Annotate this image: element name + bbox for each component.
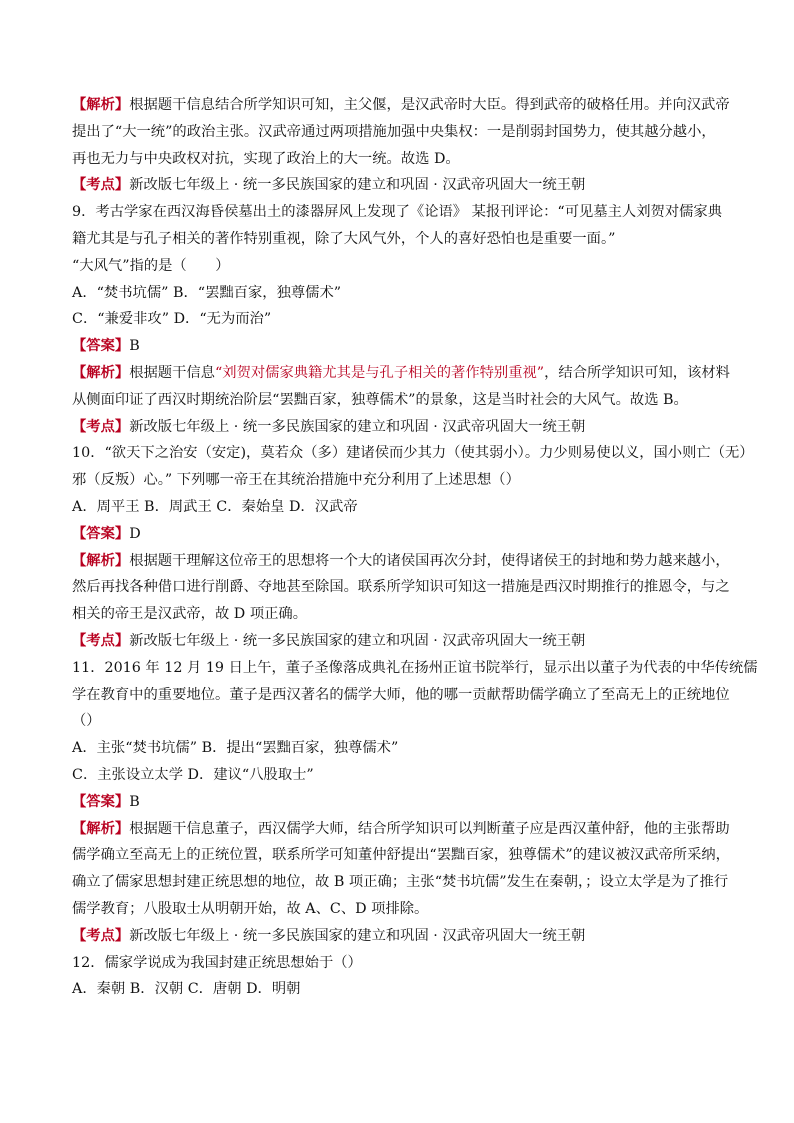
- q9-options-1: A．“焚书坑儒” B．“罢黜百家，独尊儒术”: [72, 284, 342, 301]
- kaodian-tag: 【考点】: [72, 632, 130, 649]
- q11-jiexi-line-1: 【解析】根据题干信息董子，西汉儒学大师，结合所学知识可以判断董子应是西汉董仲舒，他的主张帮助: [72, 820, 730, 837]
- q11-stem-line-3: （）: [72, 713, 101, 730]
- q9-options-2: C．“兼爱非攻” D．“无为而治”: [72, 311, 272, 328]
- q8-jiexi-line-2: 提出了“大一统”的政治主张。汉武帝通过两项措施加强中央集权：一是削弱封国势力，使其越分越小，: [72, 123, 716, 140]
- q11-jiexi-line-4: 儒学教育；八股取士从明朝开始，故 A、C、D 项排除。: [72, 900, 429, 917]
- q9-stem-line-2: 籍尤其是与孔子相关的著作特别重视，除了大风气外，个人的喜好恐怕也是重要一面。”: [72, 230, 616, 247]
- q11-answer: 【答案】B: [72, 793, 140, 810]
- answer-tag: 【答案】: [72, 338, 130, 355]
- q10-jiexi-line-3: 相关的帝王是汉武帝，故 D 项正确。: [72, 606, 308, 623]
- kaodian-tag: 【考点】: [72, 177, 130, 194]
- q8-kaodian: 【考点】新改版七年级上 · 统一多民族国家的建立和巩固 · 汉武帝巩固大一统王朝: [72, 177, 586, 194]
- jiexi-tag: 【解析】: [72, 97, 130, 113]
- q8-jiexi-line-1: 【解析】根据题干信息结合所学知识可知，主父偃，是汉武帝时大臣。得到武帝的破格任用。并向汉武帝: [72, 97, 730, 113]
- q11-options-1: A．主张“焚书坑儒” B．提出“罢黜百家，独尊儒术”: [72, 740, 399, 757]
- q9-jiexi-line-2: 从侧面印证了西汉时期统治阶层“罢黜百家，独尊儒术”的景象，这是当时社会的大风气。故选 B。: [72, 391, 688, 408]
- q10-jiexi-line-2: 然后再找各种借口进行削爵、夺地甚至除国。联系所学知识可知这一措施是西汉时期推行的推恩令，与之: [72, 579, 730, 596]
- q11-jiexi-line-3: 确立了儒家思想封建正统思想的地位，故 B 项正确；主张“焚书坑儒”发生在秦朝，；设立太学是为了推行: [72, 874, 729, 891]
- q9-jiexi-line-1: 【解析】根据题干信息“刘贺对儒家典籍尤其是与孔子相关的著作特别重视”，结合所学知识可知，该材料: [72, 364, 730, 381]
- q9-answer: 【答案】B: [72, 338, 140, 355]
- q11-kaodian: 【考点】新改版七年级上 · 统一多民族国家的建立和巩固 · 汉武帝巩固大一统王朝: [72, 927, 586, 944]
- q10-answer: 【答案】D: [72, 525, 141, 542]
- jiexi-tag: 【解析】: [72, 820, 130, 837]
- page-content: [72, 92, 758, 1003]
- q9-jiexi-quote: “刘贺对儒家典籍尤其是与孔子相关的著作特别重视”: [214, 364, 545, 381]
- q9-stem-line-3: “大风气”指的是（ ）: [72, 257, 230, 274]
- q12-stem-line-1: 12．儒家学说成为我国封建正统思想始于（）: [72, 954, 362, 971]
- q11-stem-line-1: 11．2016 年 12 月 19 日上午，董子圣像落成典礼在扬州正谊书院举行，显示出以董子为代表的中华传统儒: [72, 659, 758, 676]
- q11-jiexi-line-2: 儒学确立至高无上的正统位置，联系所学可知董仲舒提出“罢黜百家，独尊儒术”的建议被汉武帝所采纳，: [72, 847, 730, 864]
- kaodian-tag: 【考点】: [72, 418, 130, 435]
- q9-stem-line-1: 9．考古学家在西汉海昏侯墓出土的漆器屏风上发现了《论语》 某报刊评论：“可见墓主人刘贺对儒家典: [72, 204, 723, 221]
- q10-kaodian: 【考点】新改版七年级上 · 统一多民族国家的建立和巩固 · 汉武帝巩固大一统王朝: [72, 632, 586, 649]
- q10-stem-line-2: 邪（反叛）心。” 下列哪一帝王在其统治措施中充分利用了上述思想（）: [72, 472, 520, 489]
- q10-stem-line-1: 10．“欲天下之治安（安定)，莫若众（多）建诸侯而少其力（使其弱小）。力少则易使以义，国小则亡（无）: [72, 445, 754, 462]
- answer-tag: 【答案】: [72, 793, 130, 810]
- jiexi-tag: 【解析】: [72, 552, 130, 569]
- q10-options-1: A．周平王 B．周武王 C．秦始皇 D．汉武帝: [72, 498, 358, 515]
- q10-jiexi-line-1: 【解析】根据题干理解这位帝王的思想将一个大的诸侯国再次分封，使得诸侯王的封地和势力越来越小，: [72, 552, 730, 569]
- q8-jiexi-line-3: 再也无力与中央政权对抗，实现了政治上的大一统。故选 D。: [72, 150, 460, 167]
- q11-options-2: C．主张设立太学 D．建议“八股取士”: [72, 766, 314, 783]
- jiexi-tag: 【解析】: [72, 364, 130, 381]
- q12-options-1: A．秦朝 B．汉朝 C．唐朝 D．明朝: [72, 981, 301, 998]
- answer-tag: 【答案】: [72, 525, 130, 542]
- q11-stem-line-2: 学在教育中的重要地位。董子是西汉著名的儒学大师，他的哪一贡献帮助儒学确立了至高无上的正统地位: [72, 686, 730, 703]
- kaodian-tag: 【考点】: [72, 927, 130, 944]
- q9-kaodian: 【考点】新改版七年级上 · 统一多民族国家的建立和巩固 · 汉武帝巩固大一统王朝: [72, 418, 586, 435]
